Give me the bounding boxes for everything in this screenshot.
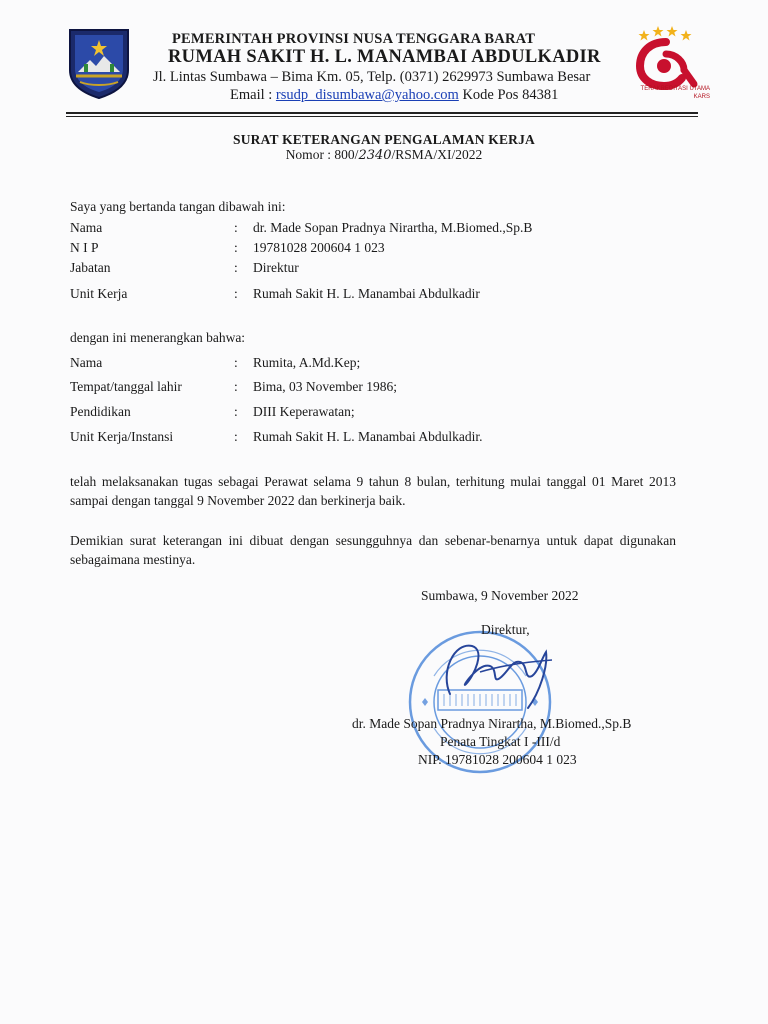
colon: :	[234, 260, 238, 275]
letter-number-suffix: /RSMA/XI/2022	[391, 147, 483, 162]
employee-value: Rumah Sakit H. L. Manambai Abdulkadir.	[253, 429, 483, 444]
accreditation-line2: KARS	[693, 94, 710, 100]
province-emblem-logo	[66, 26, 132, 100]
employee-label: Nama	[70, 355, 103, 370]
email-label: Email :	[230, 87, 273, 103]
signatory-label: Jabatan	[70, 260, 111, 275]
intro-text: Saya yang bertanda tangan dibawah ini:	[70, 199, 286, 214]
signatory-full-name: dr. Made Sopan Pradnya Nirartha, M.Biomed.,Sp.B	[352, 716, 632, 731]
accreditation-line1: TERAKREDITASI UTAMA	[640, 86, 710, 92]
colon: :	[234, 286, 238, 301]
signatory-value: Rumah Sakit H. L. Manambai Abdulkadir	[253, 286, 480, 301]
postal-code: Kode Pos 84381	[462, 87, 559, 103]
employee-value: Bima, 03 November 1986;	[253, 379, 397, 394]
signatory-value: Direktur	[253, 260, 299, 275]
letterhead-address: Jl. Lintas Sumbawa – Bima Km. 05, Telp. (0371) 2629973 Sumbawa Besar	[153, 69, 591, 85]
closing-paragraph: Demikian surat keterangan ini dibuat dengan sesungguhnya dan sebenar-benarnya untuk dapat digunakan sebagaimana mestinya.	[70, 533, 676, 567]
employee-value: Rumita, A.Md.Kep;	[253, 355, 361, 370]
declare-intro-text: dengan ini menerangkan bahwa:	[70, 330, 246, 345]
colon: :	[234, 355, 238, 370]
letterhead-divider-thin	[66, 116, 698, 117]
employee-value: DIII Keperawatan;	[253, 404, 355, 419]
letterhead-hospital-name: RUMAH SAKIT H. L. MANAMBAI ABDULKADIR	[168, 47, 601, 67]
employee-label: Pendidikan	[70, 404, 131, 419]
colon: :	[234, 220, 238, 235]
signatory-label: Unit Kerja	[70, 286, 128, 301]
signatory-value: 19781028 200604 1 023	[253, 240, 385, 255]
handwritten-signature	[420, 632, 560, 712]
service-statement-paragraph: telah melaksanakan tugas sebagai Perawat selama 9 tahun 8 bulan, terhitung mulai tanggal 01 Maret 2013 sampai dengan tanggal 9 November 2022 dan berkinerja baik.	[70, 474, 676, 508]
colon: :	[234, 240, 238, 255]
colon: :	[234, 379, 238, 394]
letterhead-contact	[230, 87, 558, 104]
letterhead-government: PEMERINTAH PROVINSI NUSA TENGGARA BARAT	[172, 31, 536, 47]
letterhead-divider-thick	[66, 112, 698, 114]
accreditation-caption	[620, 85, 710, 101]
signatory-position: Direktur,	[481, 622, 530, 637]
colon: :	[234, 404, 238, 419]
signatory-value: dr. Made Sopan Pradnya Nirartha, M.Biomed.,Sp.B	[253, 220, 533, 235]
employee-label: Tempat/tanggal lahir	[70, 379, 182, 394]
letter-number-handwritten: 2340	[358, 148, 392, 163]
signatory-rank: Penata Tingkat I -III/d	[440, 734, 561, 749]
signatory-label: Nama	[70, 220, 103, 235]
letter-number	[0, 147, 768, 163]
email-link[interactable]: rsudp_disumbawa@yahoo.com	[275, 87, 459, 103]
colon: :	[234, 429, 238, 444]
letter-title: SURAT KETERANGAN PENGALAMAN KERJA	[233, 132, 535, 147]
employee-label: Unit Kerja/Instansi	[70, 429, 174, 444]
signatory-nip: NIP. 19781028 200604 1 023	[418, 752, 577, 767]
place-date: Sumbawa, 9 November 2022	[421, 588, 579, 603]
signatory-label: N I P	[70, 240, 99, 255]
letter-number-prefix: Nomor : 800/	[285, 147, 359, 162]
